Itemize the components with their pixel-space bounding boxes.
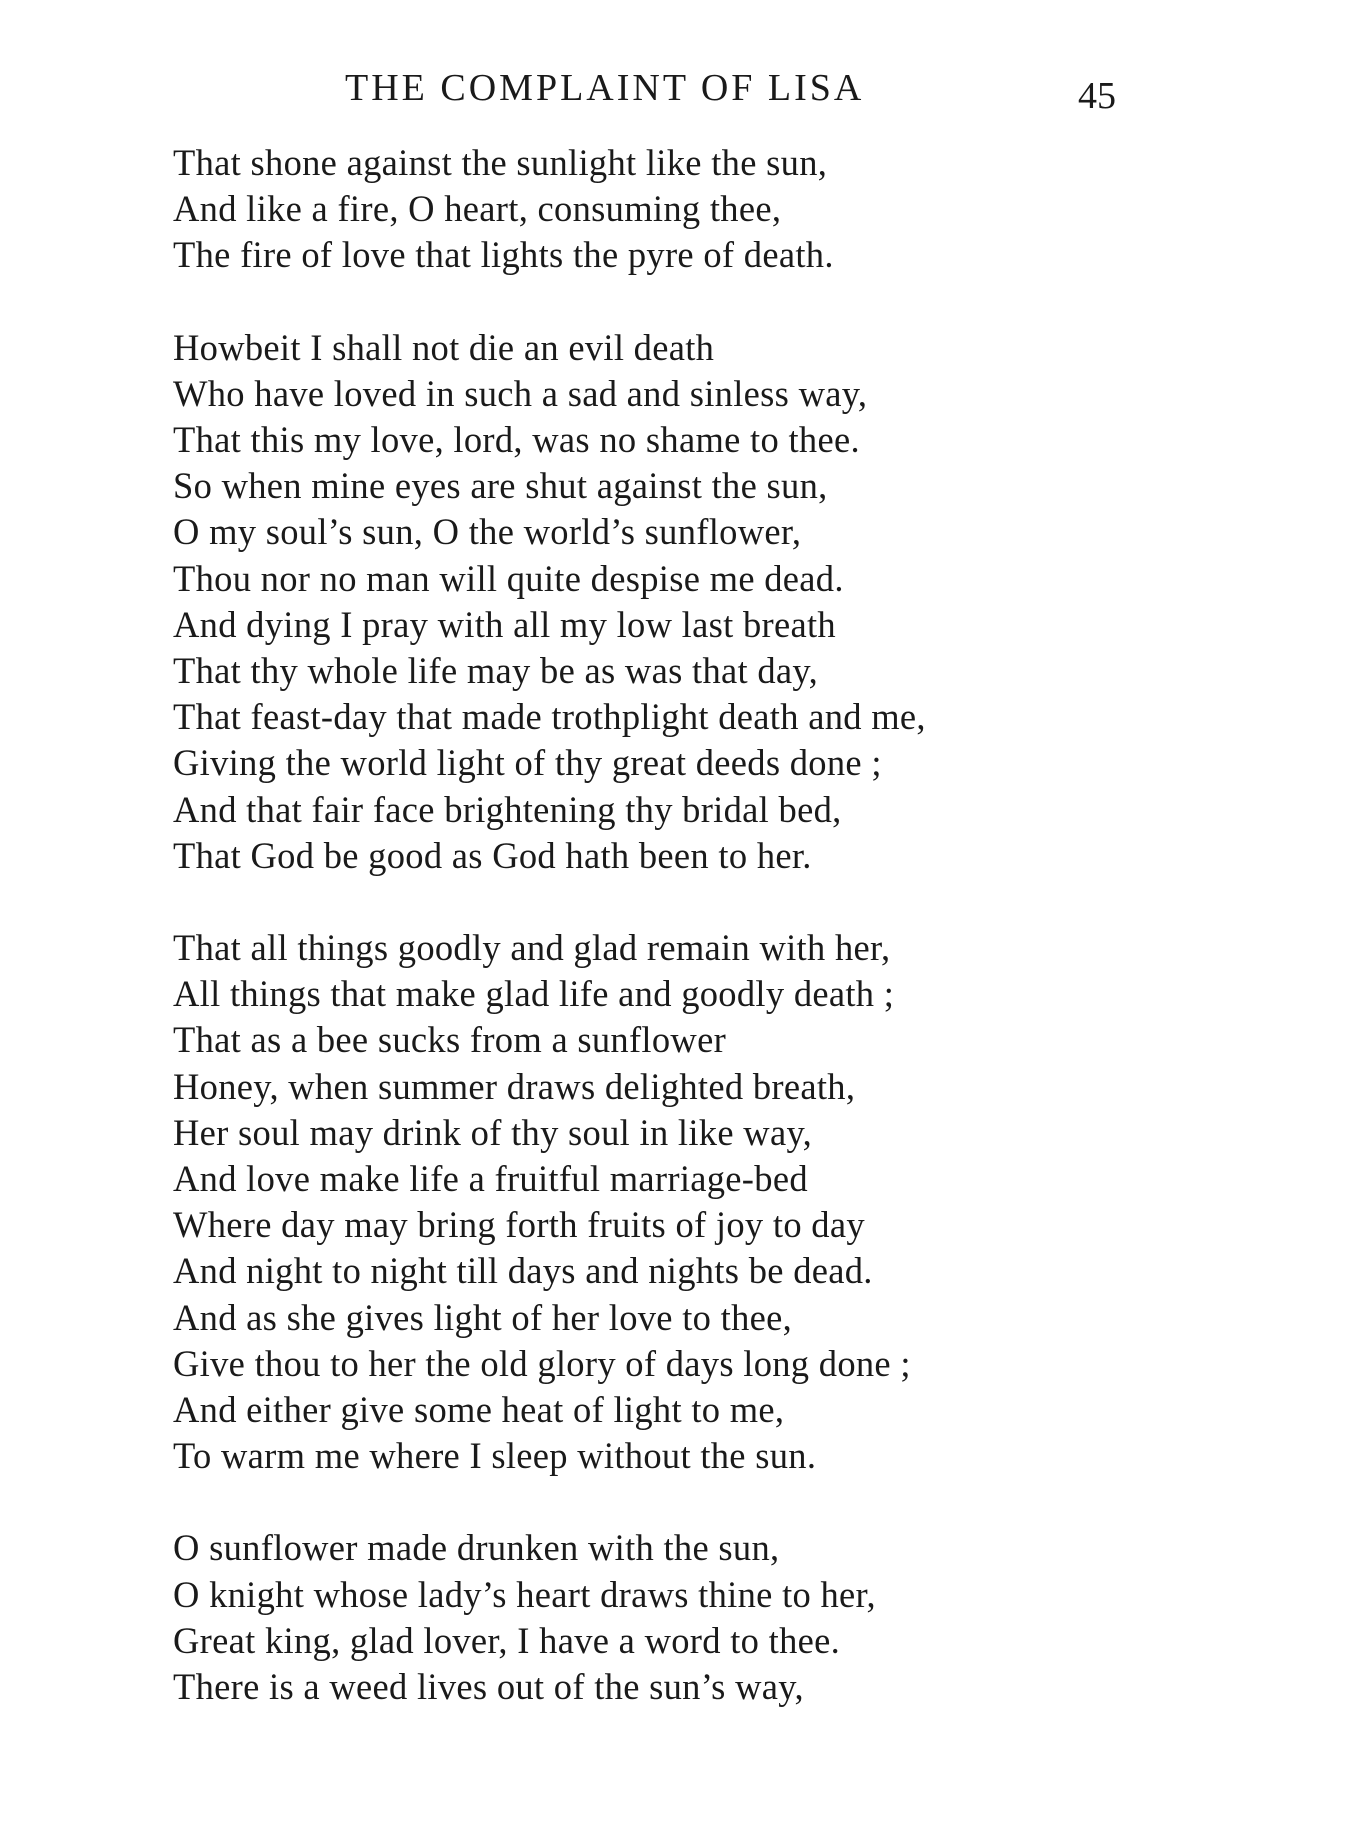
running-head	[0, 58, 1349, 118]
poem-line: That this my love, lord, was no shame to thee.	[173, 419, 860, 461]
page-number: 45	[1078, 75, 1116, 117]
poem-line: That all things goodly and glad remain with her,	[173, 927, 891, 969]
poem-line: Giving the world light of thy great deeds done ;	[173, 742, 882, 784]
poem-line: Where day may bring forth fruits of joy to day	[173, 1204, 865, 1246]
poem-line: And dying I pray with all my low last breath	[173, 603, 836, 645]
poem-line: O knight whose lady’s heart draws thine to her,	[173, 1573, 876, 1615]
stanza	[173, 1525, 1293, 1710]
poem-line: And night to night till days and nights be dead.	[173, 1250, 873, 1292]
poem-line: Great king, glad lover, I have a word to thee.	[173, 1619, 841, 1661]
poem-line: That feast-day that made trothplight death and me,	[173, 696, 926, 738]
poem-line: And like a fire, O heart, consuming thee,	[173, 188, 782, 230]
poem-line: And love make life a fruitful marriage-bed	[173, 1158, 808, 1200]
poem-line: Give thou to her the old glory of days long done ;	[173, 1342, 911, 1384]
poem-line: O my soul’s sun, O the world’s sunflower,	[173, 511, 802, 553]
poem-line: Thou nor no man will quite despise me dead.	[173, 557, 844, 599]
poem-line: The fire of love that lights the pyre of death.	[173, 234, 834, 276]
poem-line: That thy whole life may be as was that day,	[173, 650, 819, 692]
stanza	[173, 140, 1293, 279]
poem-line: So when mine eyes are shut against the sun,	[173, 465, 828, 507]
stanza	[173, 925, 1293, 1479]
poem-line: And either give some heat of light to me,	[173, 1389, 785, 1431]
poem-line: That as a bee sucks from a sunflower	[173, 1019, 727, 1061]
poem-body	[173, 140, 1293, 1756]
poem-line: And that fair face brightening thy bridal bed,	[173, 788, 842, 830]
poem-line: That God be good as God hath been to her.	[173, 834, 812, 876]
poem-line: O sunflower made drunken with the sun,	[173, 1527, 780, 1569]
poem-line: And as she gives light of her love to thee,	[173, 1296, 793, 1338]
stanza	[173, 325, 1293, 879]
running-title: THE COMPLAINT OF LISA	[345, 67, 865, 109]
poem-line: There is a weed lives out of the sun’s way,	[173, 1666, 804, 1708]
poem-line: Honey, when summer draws delighted breath,	[173, 1065, 856, 1107]
poem-line: That shone against the sunlight like the sun,	[173, 142, 828, 183]
poem-line: Who have loved in such a sad and sinless way,	[173, 372, 868, 414]
poem-line: To warm me where I sleep without the sun.	[173, 1435, 817, 1477]
poem-line: Her soul may drink of thy soul in like way,	[173, 1111, 813, 1153]
poem-line: Howbeit I shall not die an evil death	[173, 326, 715, 368]
poem-line: All things that make glad life and goodly death ;	[173, 973, 895, 1015]
